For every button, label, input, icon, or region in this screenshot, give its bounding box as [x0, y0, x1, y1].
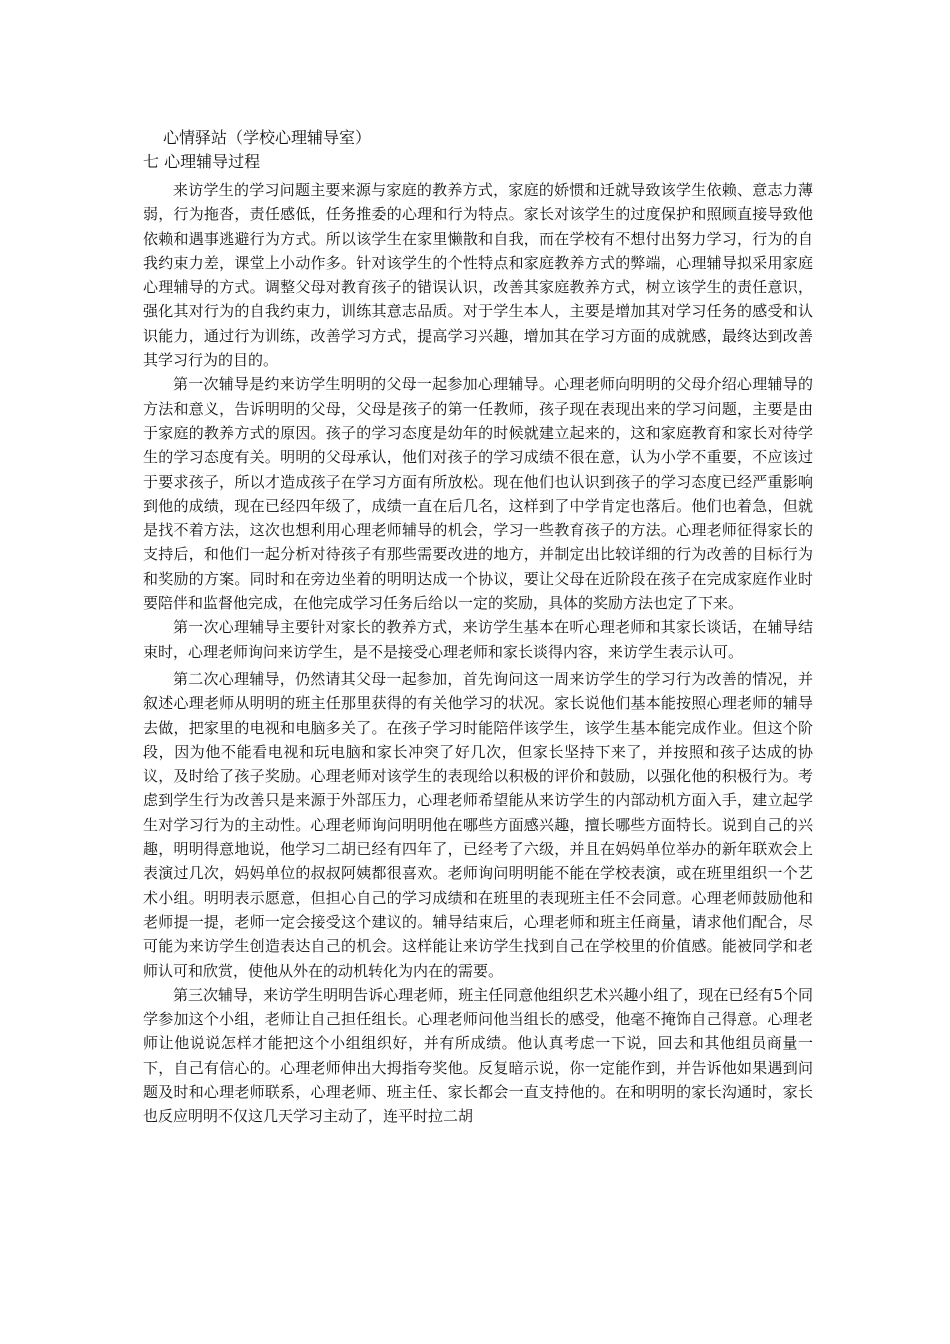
section-title: 七 心理辅导过程 [143, 152, 261, 171]
paragraph-second-session: 第二次心理辅导，仍然请其父母一起参加，首先询问这一周来访学生的学习行为改善的情况，并叙述心理老师从明明的班主任那里获得的有关他学习的状况。家长说他们基本能按照心理老师的辅导去做，把家里的电视和电脑多关了。在孩子学习时能陪伴该学生，该学生基本能完成作业。但这个阶段，因为他不能看电视和玩电脑和家长冲突了好几次，但家长坚持下来了，并按照和孩子达成的协议，及时给了孩子奖励。心理老师对该学生的表现给以积极的评价和鼓励，以强化他的积极行为。考虑到学生行为改善只是来源于外部压力，心理老师希望能从来访学生的内部动机方面入手，建立起学生对学习行为的主动性。心理老师询问明明他在哪些方面感兴趣，擅长哪些方面特长。说到自己的兴趣，明明得意地说，他学习二胡已经有四年了，已经考了六级，并且在妈妈单位举办的新年联欢会上表演过几次，妈妈单位的叔叔阿姨都很喜欢。老师询问明明能不能在学校表演，或在班里组织一个艺术小组。明明表示愿意，但担心自己的学习成绩和在班里的表现班主任不会同意。心理老师鼓励他和老师提一提，老师一定会接受这个建议的。辅导结束后，心理老师和班主任商量，请求他们配合，尽可能为来访学生创造表达自己的机会。这样能让来访学生找到自己在学校里的价值感。能被同学和老师认可和欣赏，使他从外在的动机转化为内在的需要。 [143, 669, 813, 980]
paragraph-third-session: 第三次辅导，来访学生明明告诉心理老师，班主任同意他组织艺术兴趣小组了，现在已经有5个同学参加这个小组，老师让自己担任组长。心理老师问他当组长的感受，他毫不掩饰自己得意。心理老师让他说说怎样才能把这个小组组织好，并有所成绩。他认真考虑一下说，回去和其他组员商量一下，自己有信心的。心理老师伸出大拇指夸奖他。反复暗示说，你一定能作到，并告诉他如果遇到问题及时和心理老师联系，心理老师、班主任、家长都会一直支持他的。在和明明的家长沟通时，家长也反应明明不仅这几天学习主动了，连平时拉二胡 [143, 985, 813, 1126]
document-body [143, 178, 813, 1129]
document-header: 心情驿站（学校心理辅导室） [163, 128, 372, 147]
paragraph-intro: 来访学生的学习问题主要来源与家庭的教养方式，家庭的娇惯和迁就导致该学生依赖、意志力薄弱，行为拖沓，责任感低，任务推委的心理和行为特点。家长对该学生的过度保护和照顾直接导致他依赖和遇事逃避行为方式。所以该学生在家里懒散和自我，而在学校有不想付出努力学习，行为的自我约束力差，课堂上小动作多。针对该学生的个性特点和家庭教养方式的弊端，心理辅导拟采用家庭心理辅导的方式。调整父母对教育孩子的错误认识，改善其家庭教养方式，树立该学生的责任意识，强化其对行为的自我约束力，训练其意志品质。对于学生本人，主要是增加其对学习任务的感受和认识能力，通过行为训练，改善学习方式，提高学习兴趣，增加其在学习方面的成就感，最终达到改善其学习行为的目的。 [143, 181, 813, 370]
paragraph-first-session: 第一次辅导是约来访学生明明的父母一起参加心理辅导。心理老师向明明的父母介绍心理辅导的方法和意义，告诉明明的父母，父母是孩子的第一任教师，孩子现在表现出来的学习问题，主要是由于家庭的教养方式的原因。孩子的学习态度是幼年的时候就建立起来的，这和家庭教育和家长对待学生的学习态度有关。明明的父母承认，他们对孩子的学习成绩不很在意，认为小学不重要，不应该过于要求孩子，所以才造成孩子在学习方面有所放松。现在他们也认识到孩子的学习态度已经严重影响到他的成绩，现在已经四年级了，成绩一直在后几名，这样到了中学肯定也落后。他们也着急，但就是找不着方法，这次也想利用心理老师辅导的机会，学习一些教育孩子的方法。心理老师征得家长的支持后，和他们一起分析对待孩子有那些需要改进的地方，并制定出比较详细的行为改善的目标行为和奖励的方案。同时和在旁边坐着的明明达成一个协议，要让父母在近阶段在孩子在完成家庭作业时要陪伴和监督他完成，在他完成学习任务后给以一定的奖励，具体的奖励方法也定了下来。 [143, 375, 813, 613]
paragraph-first-session-summary: 第一次心理辅导主要针对家长的教养方式，来访学生基本在听心理老师和其家长谈话，在辅导结束时，心理老师询问来访学生，是不是接受心理老师和家长谈得内容，来访学生表示认可。 [143, 618, 813, 661]
